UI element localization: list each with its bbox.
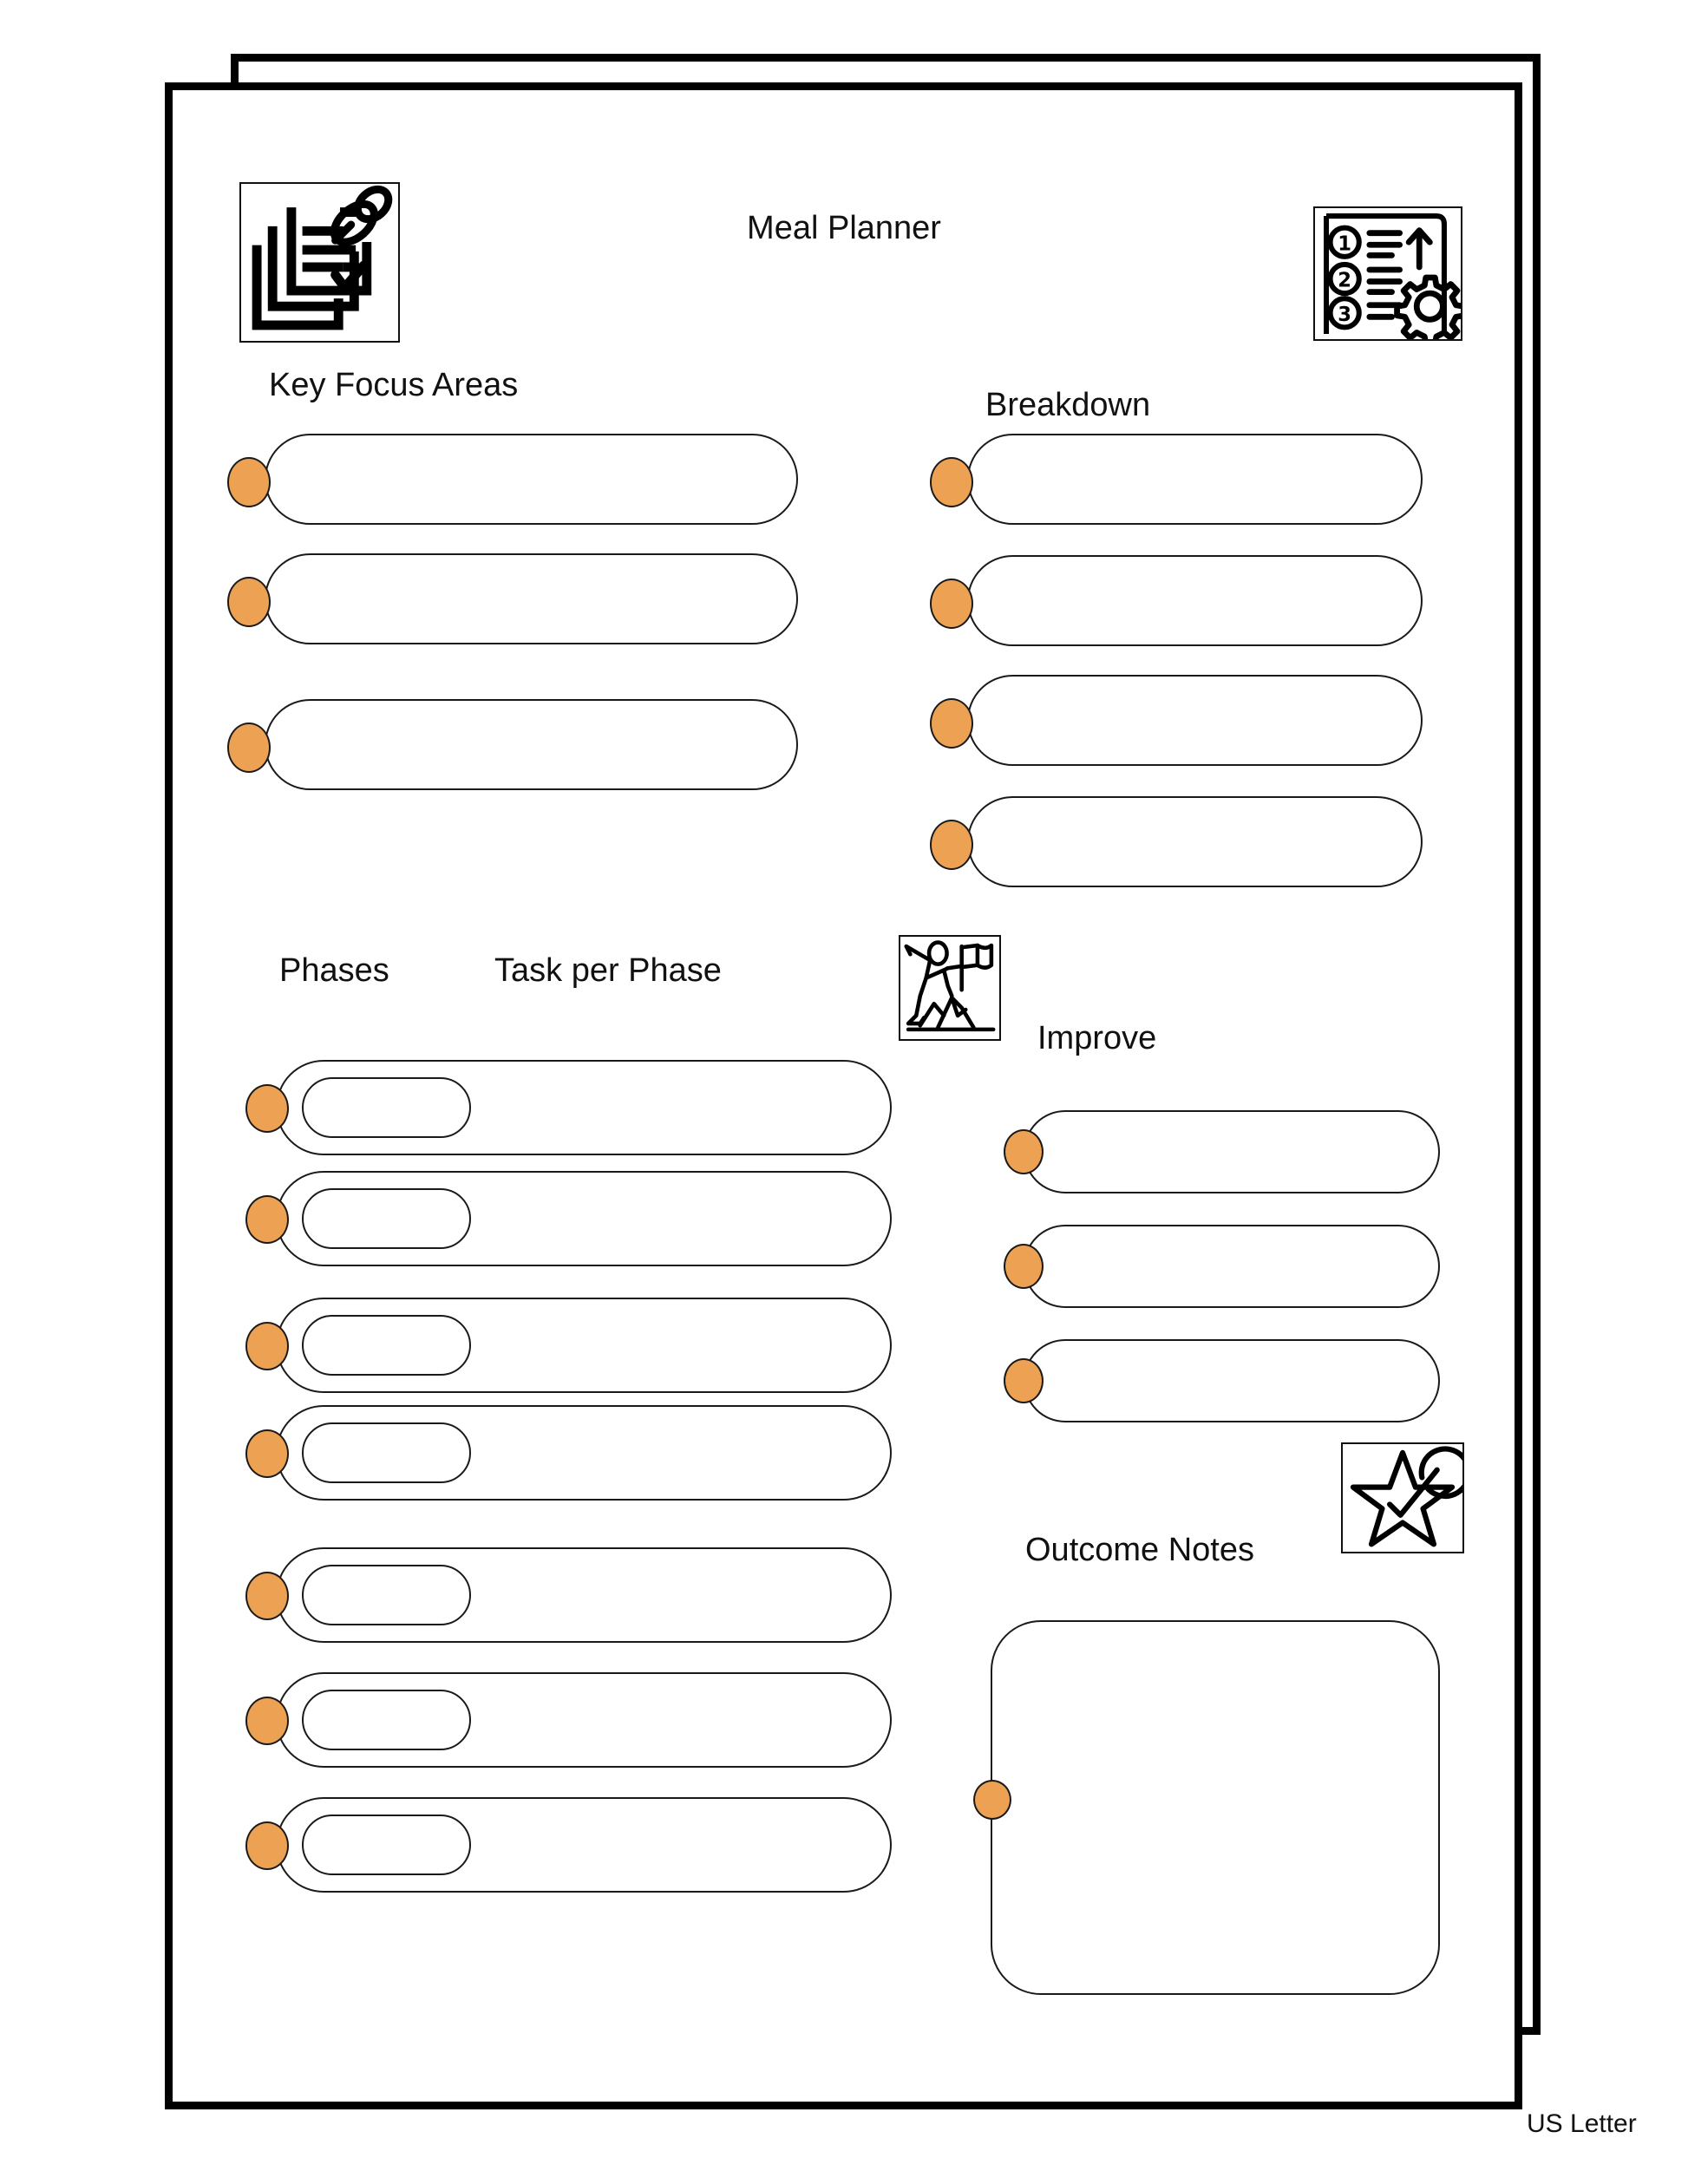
improve-bullet <box>1004 1129 1044 1174</box>
phase-row[interactable] <box>302 1690 471 1750</box>
breakdown-bullet <box>930 698 973 749</box>
breakdown-row[interactable] <box>967 796 1423 887</box>
phase-row[interactable] <box>302 1565 471 1625</box>
breakdown-bullet <box>930 579 973 629</box>
breakdown-row[interactable] <box>967 675 1423 766</box>
mountain-flag-climber-icon <box>899 935 1001 1041</box>
phase-bullet <box>245 1322 289 1370</box>
task-per-phase-heading: Task per Phase <box>494 952 722 989</box>
improve-row[interactable] <box>1024 1110 1440 1193</box>
phase-bullet <box>245 1821 289 1870</box>
improve-row[interactable] <box>1024 1339 1440 1422</box>
phase-bullet <box>245 1195 289 1244</box>
improve-heading: Improve <box>1037 1020 1157 1056</box>
phase-bullet <box>245 1429 289 1478</box>
outcome-notes-field[interactable] <box>991 1620 1440 1995</box>
phase-bullet <box>245 1697 289 1745</box>
outcome-notes-bullet <box>973 1780 1011 1820</box>
key-focus-areas-heading: Key Focus Areas <box>269 367 519 403</box>
key-focus-area-bullet <box>227 577 271 627</box>
page-title: Meal Planner <box>747 210 941 246</box>
key-focus-area-bullet <box>227 457 271 507</box>
breakdown-row[interactable] <box>967 434 1423 525</box>
phase-row[interactable] <box>302 1815 471 1875</box>
phase-row[interactable] <box>302 1188 471 1249</box>
phase-bullet <box>245 1572 289 1620</box>
breakdown-row[interactable] <box>967 555 1423 646</box>
numbered-list-gear-icon <box>1313 206 1462 341</box>
breakdown-bullet <box>930 820 973 870</box>
svg-text:2: 2 <box>1338 269 1352 292</box>
phase-row[interactable] <box>302 1315 471 1376</box>
phase-row[interactable] <box>302 1077 471 1138</box>
outcome-notes-heading: Outcome Notes <box>1025 1532 1254 1568</box>
key-focus-area-row[interactable] <box>265 553 798 644</box>
paper-size-label: US Letter <box>1527 2109 1637 2138</box>
phase-bullet <box>245 1084 289 1133</box>
star-check-icon <box>1341 1442 1464 1553</box>
key-focus-area-bullet <box>227 723 271 773</box>
breakdown-heading: Breakdown <box>985 387 1151 423</box>
svg-text:3: 3 <box>1338 303 1352 326</box>
key-focus-area-row[interactable] <box>265 699 798 790</box>
improve-bullet <box>1004 1244 1044 1289</box>
phases-heading: Phases <box>279 952 389 989</box>
improve-bullet <box>1004 1358 1044 1403</box>
breakdown-bullet <box>930 457 973 507</box>
phase-row[interactable] <box>302 1422 471 1483</box>
clipboard-pushpin-icon <box>239 182 400 343</box>
key-focus-area-row[interactable] <box>265 434 798 525</box>
svg-text:1: 1 <box>1338 232 1352 256</box>
improve-row[interactable] <box>1024 1225 1440 1308</box>
